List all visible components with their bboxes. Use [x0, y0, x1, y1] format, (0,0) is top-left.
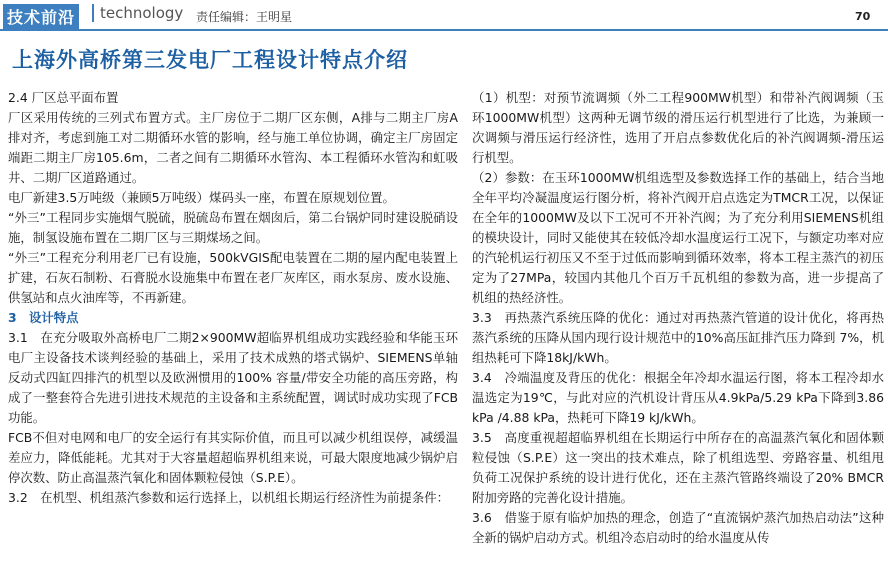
- paragraph: （1）机型：对预节流调频（外二工程900MW机型）和带补汽阀调频（玉环1000MW机型）这两种无调节级的滑压运行机型进行了比选，为兼顾一次调频与滑压运行经济性，选用了开启点参数优化后的补汽阀调频-滑压运行机型。: [472, 90, 884, 165]
- responsible-editor: 责任编辑：王明星: [196, 10, 293, 24]
- paragraph: （2）参数：在玉环1000MW机组选型及参数选择工作的基础上，结合当地全年平均冷凝温度运行图分析，将补汽阀开启点选定为TMCR工况，以保证在全年的1000MW及以下工况可不开补汽阀；为了充分利用SIEMENS机组的模块设计，同时又能使其在较低冷却水温度运行工况下，与额定功率对应的汽轮机运行初压又不至于过低而影响到循环效率，将本工程主蒸汽的初压定为了27MPa，较国内其他几个百万千瓦机组的参数为高，进一步提高了机组的热经济性。: [472, 170, 884, 305]
- paragraph: 3.6 借鉴于原有临炉加热的理念，创造了“直流锅炉蒸汽加热启动法”这种全新的锅炉启动方式。机组冷态启动时的给水温度从传: [472, 510, 884, 545]
- paragraph: 3.5 高度重视超超临界机组在长期运行中所存在的高温蒸汽氧化和固体颗粒侵蚀（S.P.E）这一突出的技术难点，除了机组选型、旁路容量、机组甩负荷工况保护系统的设计进行优化，还在主蒸汽管路终端设了20% BMCR附加旁路的完善化设计措施。: [472, 430, 884, 505]
- paragraph: FCB不但对电网和电厂的安全运行有其实际价值，而且可以减少机组误停，减缓温差应力，降低能耗。尤其对于大容量超超临界机组来说，可最大限度地减少锅炉启停次数、防止高温蒸汽氧化和固体颗粒侵蚀（S.P.E）。: [8, 430, 458, 485]
- paragraph: 3.2 在机型、机组蒸汽参数和运行选择上，以机组长期运行经济性为前提条件：: [8, 490, 449, 505]
- page-number: 70: [855, 10, 871, 23]
- paragraph: 电厂新建3.5万吨级（兼顾5万吨级）煤码头一座，布置在原规划位置。: [8, 190, 395, 205]
- paragraph: 厂区采用传统的三列式布置方式。主厂房位于二期厂区东侧，A排与二期主厂房A排对齐，考虑到施工对二期循环水管的影响，经与施工单位协调，确定主厂房固定端距二期主厂房105.6m，二者之间有二期循环水管沟、本工程循环水管沟和虹吸井、二期厂区道路通过。: [8, 110, 458, 185]
- page-header: [0, 0, 888, 31]
- article-title: 上海外高桥第三发电厂工程设计特点介绍: [12, 48, 408, 72]
- section-brand: 技术前沿: [3, 4, 79, 29]
- paragraph: 3.4 冷端温度及背压的优化：根据全年冷却水温运行图，将本工程冷却水温选定为19℃，与此对应的汽机设计背压从4.9kPa/5.29 kPa下降到3.86 kPa /4.88 kPa，热耗可下降19 kJ/kWh。: [472, 370, 884, 425]
- section-heading-3: 3 设计特点: [8, 310, 79, 325]
- left-column: [8, 88, 458, 508]
- right-column: [472, 88, 884, 548]
- paragraph: “外三”工程充分利用老厂已有设施，500kVGIS配电装置在二期的屋内配电装置上扩建，石灰石制粉、石膏脱水设施集中布置在老厂灰库区，雨水泵房、废水设施、供氢站和点火油库等，不再新建。: [8, 250, 458, 305]
- section-brand-english: technology: [92, 4, 183, 22]
- paragraph: “外三”工程同步实施烟气脱硫，脱硫岛布置在烟囱后，第二台锅炉同时建设脱硝设施，制氢设施布置在二期厂区与三期煤场之间。: [8, 210, 458, 245]
- section-heading-2-4: 2.4 厂区总平面布置: [8, 90, 119, 105]
- paragraph: 3.3 再热蒸汽系统压降的优化：通过对再热蒸汽管道的设计优化，将再热蒸汽系统的压降从国内现行设计规范中的10%高压缸排汽压力降到 7%，机组热耗可下降18kJ/kWh。: [472, 310, 884, 365]
- header-divider: [0, 29, 888, 31]
- paragraph: 3.1 在充分吸取外高桥电厂二期2×900MW超临界机组成功实践经验和华能玉环电厂主设备技术谈判经验的基础上，采用了技术成熟的塔式锅炉、SIEMENS单轴反动式四缸四排汽的机型以及欧洲惯用的100% 容量/带安全功能的高压旁路，构成了一整套符合先进引进技术规范的主设备和主系统配置，调试时成功实现了FCB功能。: [8, 330, 458, 425]
